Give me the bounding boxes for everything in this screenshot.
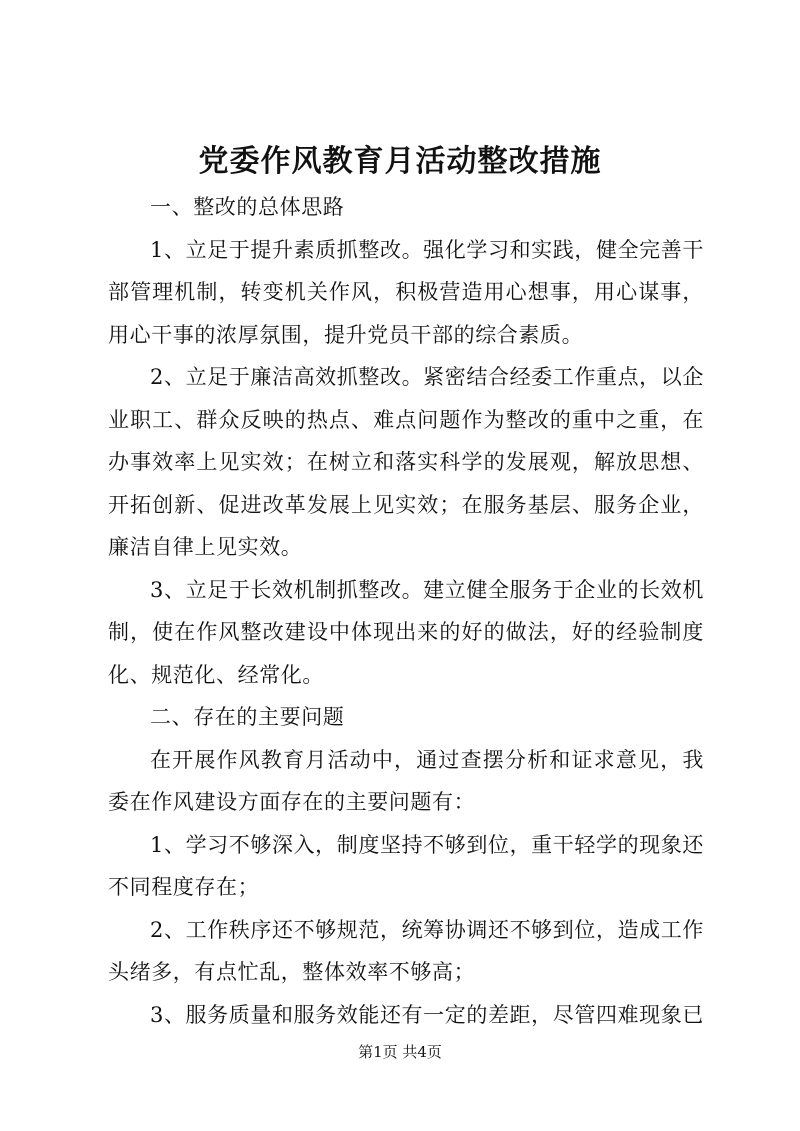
paragraph-2: 2、立足于廉洁高效抓整改。紧密结合经委工作重点，以企业职工、群众反映的热点、难点问题作为整改的重中之重，在办事效率上见实效；在树立和落实科学的发展观，解放思想、开拓创新、促进改革发展上见实效；在服务基层、服务企业，廉洁自律上见实效。 xyxy=(108,365,704,559)
paragraph-7: 3、服务质量和服务效能还有一定的差距，尽管四难现象已 xyxy=(150,1002,704,1027)
page-footer: 第1页 共4页 xyxy=(358,1043,442,1061)
paragraph-4: 在开展作风教育月活动中，通过查摆分析和证求意见，我委在作风建设方面存在的主要问题有： xyxy=(108,747,704,814)
paragraph-3: 3、立足于长效机制抓整改。建立健全服务于企业的长效机制，使在作风整改建设中体现出来的好的做法，好的经验制度化、规范化、经常化。 xyxy=(108,577,704,687)
paragraph-5: 1、学习不够深入，制度坚持不够到位，重干轻学的现象还不同程度存在； xyxy=(108,832,704,899)
paragraph-6: 2、工作秩序还不够规范，统筹协调还不够到位，造成工作头绪多，有点忙乱，整体效率不够高； xyxy=(108,917,704,984)
document-body xyxy=(108,186,704,1036)
document-title: 党委作风教育月活动整改措施 xyxy=(198,144,602,179)
section-heading-2: 二、存在的主要问题 xyxy=(150,705,345,729)
paragraph-1: 1、立足于提升素质抓整改。强化学习和实践，健全完善干部管理机制，转变机关作风，积极营造用心想事，用心谋事，用心干事的浓厚氛围，提升党员干部的综合素质。 xyxy=(108,237,704,347)
section-heading-1: 一、整改的总体思路 xyxy=(150,195,345,219)
